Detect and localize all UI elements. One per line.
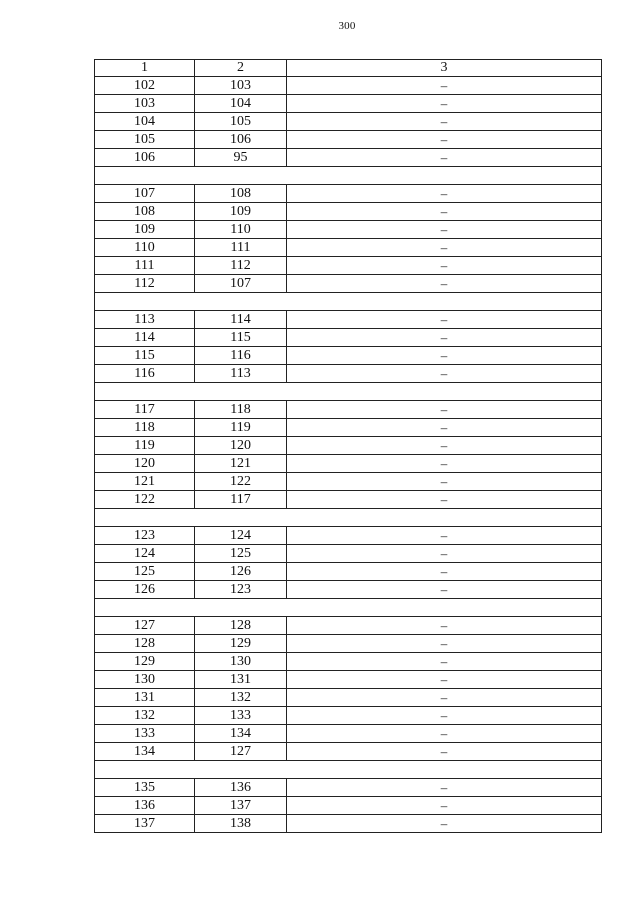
table-group-separator	[94, 167, 602, 185]
dash-mark: –	[440, 492, 448, 507]
dash-mark: –	[440, 402, 448, 417]
cell-col-3	[287, 779, 601, 796]
cell-col-2: 110	[195, 221, 287, 238]
dash-mark: –	[440, 816, 448, 831]
cell-col-3	[287, 581, 601, 598]
table-row	[94, 347, 602, 365]
cell-col-1: 134	[95, 743, 195, 760]
dash-mark: –	[440, 780, 448, 795]
table-row	[94, 185, 602, 203]
cell-col-1: 116	[95, 365, 195, 382]
table-row	[94, 563, 602, 581]
cell-col-2: 130	[195, 653, 287, 670]
cell-col-2: 104	[195, 95, 287, 112]
table-row	[94, 437, 602, 455]
cell-col-2: 122	[195, 473, 287, 490]
dash-mark: –	[440, 528, 448, 543]
table-row	[94, 203, 602, 221]
table-group-separator	[94, 761, 602, 779]
cell-col-1: 114	[95, 329, 195, 346]
cell-col-1: 104	[95, 113, 195, 130]
dash-mark: –	[440, 132, 448, 147]
table-row	[94, 653, 602, 671]
table-row	[94, 113, 602, 131]
table-row	[94, 275, 602, 293]
cell-col-3	[287, 95, 601, 112]
cell-col-3	[287, 311, 601, 328]
cell-col-1: 125	[95, 563, 195, 580]
cell-col-3	[287, 797, 601, 814]
cell-col-2: 95	[195, 149, 287, 166]
cell-col-1: 128	[95, 635, 195, 652]
cell-col-1: 129	[95, 653, 195, 670]
table-group-separator	[94, 509, 602, 527]
cell-col-3	[287, 239, 601, 256]
cell-col-2: 115	[195, 329, 287, 346]
cell-col-1: 127	[95, 617, 195, 634]
table-row	[94, 707, 602, 725]
cell-col-2: 138	[195, 815, 287, 832]
cell-col-3	[287, 671, 601, 688]
dash-mark: –	[440, 546, 448, 561]
cell-col-3	[287, 491, 601, 508]
cell-col-1: 121	[95, 473, 195, 490]
table-row	[94, 617, 602, 635]
table-row	[94, 671, 602, 689]
dash-mark: –	[440, 222, 448, 237]
cell-col-2: 113	[195, 365, 287, 382]
cell-col-3	[287, 689, 601, 706]
cell-col-3	[287, 707, 601, 724]
cell-col-1: 123	[95, 527, 195, 544]
table-row	[94, 401, 602, 419]
table-row	[94, 95, 602, 113]
dash-mark: –	[440, 654, 448, 669]
cell-col-3	[287, 419, 601, 436]
table-row	[94, 725, 602, 743]
dash-mark: –	[440, 114, 448, 129]
table-group-separator	[94, 293, 602, 311]
cell-col-2: 120	[195, 437, 287, 454]
cell-col-3	[287, 545, 601, 562]
cell-col-2: 136	[195, 779, 287, 796]
table-row	[94, 491, 602, 509]
cell-col-3	[287, 113, 601, 130]
cell-col-2: 103	[195, 77, 287, 94]
cell-col-3	[287, 257, 601, 274]
table-row	[94, 149, 602, 167]
table-row	[94, 239, 602, 257]
cell-col-1: 113	[95, 311, 195, 328]
cell-col-1: 122	[95, 491, 195, 508]
table-row	[94, 131, 602, 149]
cell-col-1: 108	[95, 203, 195, 220]
cell-col-2: 121	[195, 455, 287, 472]
dash-mark: –	[440, 438, 448, 453]
cell-col-3	[287, 527, 601, 544]
table-row	[94, 257, 602, 275]
cell-col-3	[287, 347, 601, 364]
cell-col-1: 130	[95, 671, 195, 688]
table-body	[94, 77, 602, 833]
table-row	[94, 221, 602, 239]
table-row	[94, 581, 602, 599]
cell-col-2: 125	[195, 545, 287, 562]
cell-col-3	[287, 149, 601, 166]
table-row	[94, 545, 602, 563]
dash-mark: –	[440, 96, 448, 111]
cell-col-1: 109	[95, 221, 195, 238]
dash-mark: –	[440, 744, 448, 759]
cell-col-2: 106	[195, 131, 287, 148]
cell-col-2: 127	[195, 743, 287, 760]
cell-col-2: 134	[195, 725, 287, 742]
cell-col-2: 129	[195, 635, 287, 652]
dash-mark: –	[440, 618, 448, 633]
cell-col-3	[287, 455, 601, 472]
cell-col-1: 112	[95, 275, 195, 292]
dash-mark: –	[440, 330, 448, 345]
dash-mark: –	[440, 348, 448, 363]
cell-col-3	[287, 401, 601, 418]
table-row	[94, 743, 602, 761]
cell-col-3	[287, 653, 601, 670]
cell-col-1: 132	[95, 707, 195, 724]
dash-mark: –	[440, 636, 448, 651]
cell-col-1: 119	[95, 437, 195, 454]
cell-col-2: 119	[195, 419, 287, 436]
cell-col-2: 131	[195, 671, 287, 688]
table-row	[94, 329, 602, 347]
dash-mark: –	[440, 366, 448, 381]
cell-col-1: 131	[95, 689, 195, 706]
dash-mark: –	[440, 78, 448, 93]
table-header-row	[94, 59, 602, 77]
cell-col-3	[287, 131, 601, 148]
dash-mark: –	[440, 582, 448, 597]
cell-col-2: 116	[195, 347, 287, 364]
dash-mark: –	[440, 798, 448, 813]
table-row	[94, 527, 602, 545]
cell-col-2: 126	[195, 563, 287, 580]
cell-col-3	[287, 77, 601, 94]
table-row	[94, 365, 602, 383]
cell-col-3	[287, 815, 601, 832]
cell-col-3	[287, 329, 601, 346]
cell-col-1: 106	[95, 149, 195, 166]
cell-col-1: 103	[95, 95, 195, 112]
cell-col-2: 108	[195, 185, 287, 202]
table-row	[94, 473, 602, 491]
cell-col-2: 107	[195, 275, 287, 292]
cell-col-2: 132	[195, 689, 287, 706]
table-group-separator	[94, 383, 602, 401]
cell-col-2: 111	[195, 239, 287, 256]
cell-col-3	[287, 203, 601, 220]
cell-col-1: 120	[95, 455, 195, 472]
cell-col-2: 123	[195, 581, 287, 598]
data-table	[94, 59, 602, 833]
dash-mark: –	[440, 672, 448, 687]
cell-col-3	[287, 185, 601, 202]
cell-col-2: 124	[195, 527, 287, 544]
cell-col-3	[287, 221, 601, 238]
cell-col-1: 135	[95, 779, 195, 796]
table-row	[94, 419, 602, 437]
table-row	[94, 311, 602, 329]
table-row	[94, 635, 602, 653]
cell-col-1: 111	[95, 257, 195, 274]
dash-mark: –	[440, 690, 448, 705]
dash-mark: –	[440, 456, 448, 471]
dash-mark: –	[440, 312, 448, 327]
cell-col-2: 112	[195, 257, 287, 274]
dash-mark: –	[440, 420, 448, 435]
header-col-2: 2	[195, 60, 287, 76]
dash-mark: –	[440, 276, 448, 291]
cell-col-3	[287, 437, 601, 454]
cell-col-3	[287, 725, 601, 742]
table-row	[94, 77, 602, 95]
cell-col-2: 137	[195, 797, 287, 814]
cell-col-1: 110	[95, 239, 195, 256]
cell-col-1: 117	[95, 401, 195, 418]
dash-mark: –	[440, 708, 448, 723]
cell-col-2: 109	[195, 203, 287, 220]
cell-col-3	[287, 473, 601, 490]
table-row	[94, 689, 602, 707]
cell-col-3	[287, 365, 601, 382]
dash-mark: –	[440, 240, 448, 255]
cell-col-3	[287, 275, 601, 292]
header-col-1: 1	[95, 60, 195, 76]
cell-col-1: 133	[95, 725, 195, 742]
dash-mark: –	[440, 258, 448, 273]
cell-col-1: 105	[95, 131, 195, 148]
cell-col-3	[287, 563, 601, 580]
dash-mark: –	[440, 186, 448, 201]
table-row	[94, 815, 602, 833]
cell-col-1: 137	[95, 815, 195, 832]
cell-col-2: 105	[195, 113, 287, 130]
cell-col-3	[287, 635, 601, 652]
cell-col-1: 118	[95, 419, 195, 436]
dash-mark: –	[440, 204, 448, 219]
cell-col-1: 102	[95, 77, 195, 94]
table-row	[94, 779, 602, 797]
dash-mark: –	[440, 150, 448, 165]
cell-col-2: 117	[195, 491, 287, 508]
cell-col-1: 126	[95, 581, 195, 598]
cell-col-2: 133	[195, 707, 287, 724]
cell-col-1: 107	[95, 185, 195, 202]
cell-col-1: 115	[95, 347, 195, 364]
dash-mark: –	[440, 726, 448, 741]
cell-col-3	[287, 617, 601, 634]
header-col-3: 3	[440, 60, 448, 75]
table-row	[94, 455, 602, 473]
cell-col-1: 136	[95, 797, 195, 814]
table-row	[94, 797, 602, 815]
dash-mark: –	[440, 474, 448, 489]
cell-col-2: 114	[195, 311, 287, 328]
cell-col-1: 124	[95, 545, 195, 562]
table-group-separator	[94, 599, 602, 617]
dash-mark: –	[440, 564, 448, 579]
page-number: 300	[338, 20, 356, 32]
cell-col-3	[287, 743, 601, 760]
cell-col-2: 128	[195, 617, 287, 634]
cell-col-2: 118	[195, 401, 287, 418]
